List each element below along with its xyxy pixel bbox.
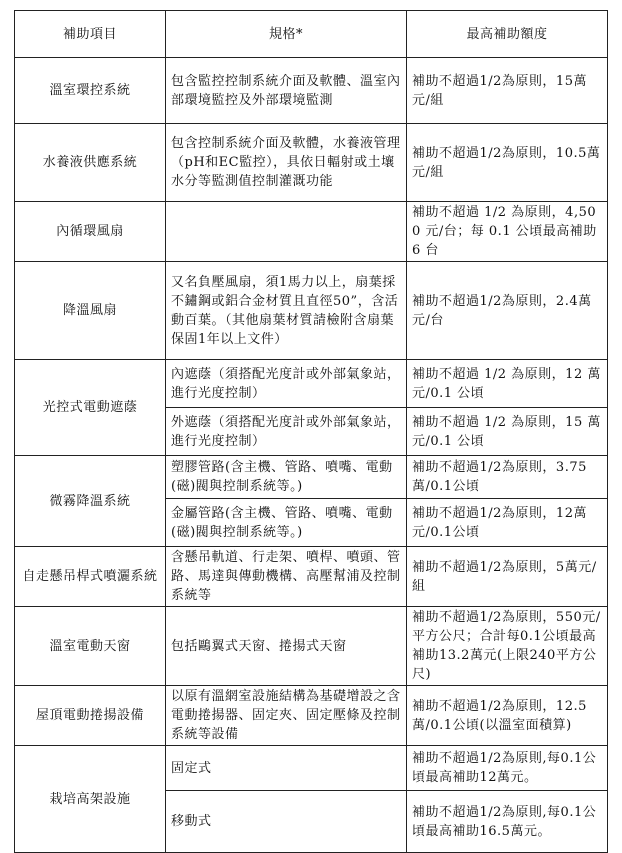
table-row [15, 124, 608, 202]
item-cell: 水養液供應系統 [15, 124, 166, 202]
table-row [15, 547, 608, 607]
table-row [15, 360, 608, 408]
item-cell: 屋頂電動捲揚設備 [15, 686, 166, 746]
table-row [15, 262, 608, 360]
spec-cell: 內遮蔭（須搭配光度計或外部氣象站，進行光度控制） [166, 360, 407, 408]
spec-cell: 固定式 [166, 746, 407, 791]
amount-cell: 補助不超過1/2為原則，10.5萬元/組 [407, 124, 608, 202]
amount-cell: 補助不超過 1/2 為原則，4,500 元/台；每 0.1 公頃最高補助 6 台 [407, 202, 608, 262]
spec-cell: 又名負壓風扇，須1馬力以上，扇葉採不鏽鋼或鋁合金材質且直徑50”，含活動百葉。（其他扇葉材質請檢附含扇葉保固1年以上文件） [166, 262, 407, 360]
item-cell: 自走懸吊桿式噴灑系統 [15, 547, 166, 607]
amount-cell: 補助不超過1/2為原則，12.5萬/0.1公頃(以溫室面積算) [407, 686, 608, 746]
table-row [15, 746, 608, 791]
spec-cell: 金屬管路(含主機、管路、噴嘴、電動(磁)閥與控制系統等。) [166, 499, 407, 547]
spec-cell: 移動式 [166, 791, 407, 853]
amount-cell: 補助不超過1/2為原則，2.4萬元/台 [407, 262, 608, 360]
item-cell: 溫室環控系統 [15, 58, 166, 124]
spec-cell: 含懸吊軌道、行走架、噴桿、噴頭、管路、馬達與傳動機構、高壓幫浦及控制系統等 [166, 547, 407, 607]
amount-cell: 補助不超過 1/2 為原則，15 萬元/0.1 公頃 [407, 408, 608, 456]
header-amount: 最高補助額度 [407, 11, 608, 58]
subsidy-table [14, 10, 608, 853]
spec-cell: 包括鷗翼式天窗、捲揚式天窗 [166, 607, 407, 686]
amount-cell: 補助不超過1/2為原則，5萬元/組 [407, 547, 608, 607]
header-spec: 規格* [166, 11, 407, 58]
amount-cell: 補助不超過1/2為原則,每0.1公頃最高補助16.5萬元。 [407, 791, 608, 853]
amount-cell: 補助不超過1/2為原則，15萬元/組 [407, 58, 608, 124]
amount-cell: 補助不超過1/2為原則，3.75萬/0.1公頃 [407, 456, 608, 499]
spec-cell [166, 202, 407, 262]
table-row [15, 686, 608, 746]
item-cell: 光控式電動遮蔭 [15, 360, 166, 456]
table-row [15, 202, 608, 262]
spec-cell: 以原有溫網室設施結構為基礎增設之含電動捲揚器、固定夾、固定壓條及控制系統等設備 [166, 686, 407, 746]
amount-cell: 補助不超過1/2為原則，550元/平方公尺；合計每0.1公頃最高補助13.2萬元(上限240平方公尺) [407, 607, 608, 686]
table-header-row [15, 11, 608, 58]
table-row [15, 607, 608, 686]
item-cell: 內循環風扇 [15, 202, 166, 262]
amount-cell: 補助不超過1/2為原則,每0.1公頃最高補助12萬元。 [407, 746, 608, 791]
item-cell: 降溫風扇 [15, 262, 166, 360]
item-cell: 微霧降溫系統 [15, 456, 166, 547]
item-cell: 栽培高架設施 [15, 746, 166, 853]
table-row [15, 58, 608, 124]
header-item: 補助項目 [15, 11, 166, 58]
amount-cell: 補助不超過 1/2 為原則，12 萬元/0.1 公頃 [407, 360, 608, 408]
item-cell: 溫室電動天窗 [15, 607, 166, 686]
spec-cell: 外遮蔭（須搭配光度計或外部氣象站，進行光度控制） [166, 408, 407, 456]
table-row [15, 456, 608, 499]
amount-cell: 補助不超過1/2為原則，12萬元/0.1公頃 [407, 499, 608, 547]
spec-cell: 塑膠管路(含主機、管路、噴嘴、電動(磁)閥與控制系統等。) [166, 456, 407, 499]
spec-cell: 包含監控控制系統介面及軟體、溫室內部環境監控及外部環境監測 [166, 58, 407, 124]
spec-cell: 包含控制系統介面及軟體，水養液管理（pH和EC監控），具依日輻射或土壤水分等監測值控制灌溉功能 [166, 124, 407, 202]
